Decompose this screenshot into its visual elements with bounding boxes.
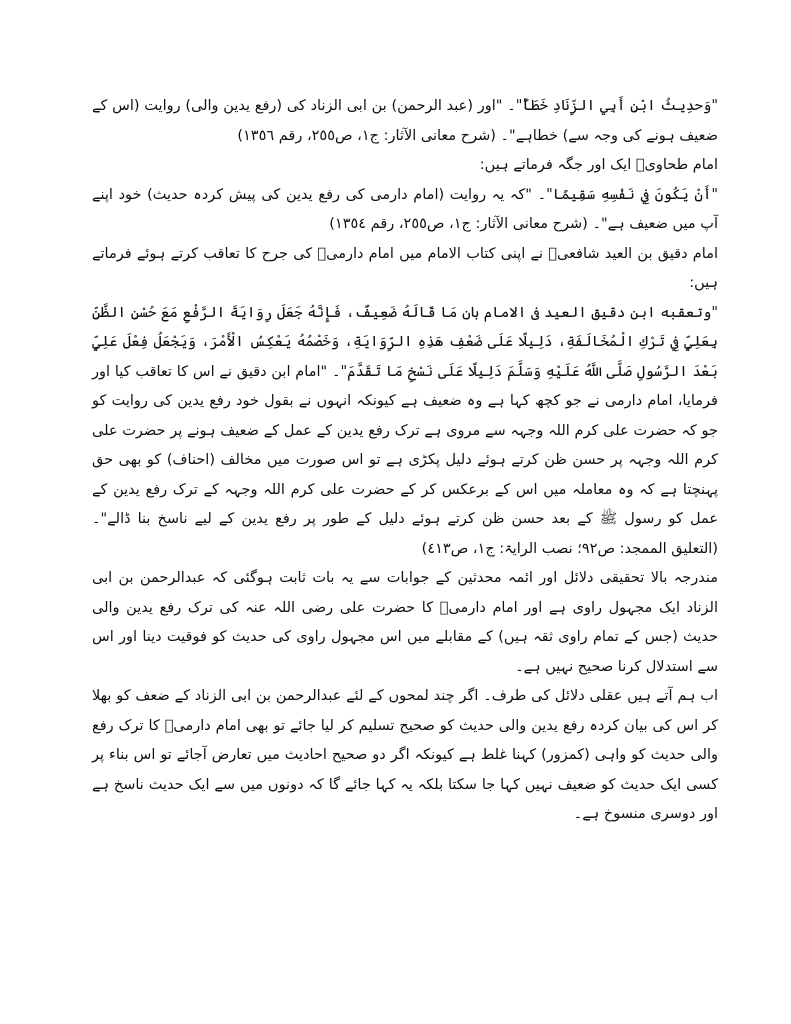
paragraph-5: [92, 299, 718, 565]
paragraph-1: [92, 92, 718, 151]
paragraph-text: "کہ یہ روایت (امام دارمی کی رفع یدین کی پیش کردہ حدیث) خود اپنے آپ میں ضعیف ہے"۔ (شرح معانی الآثار: ج١، ص٢٥٥، رقم ١٣٥٤): [92, 186, 718, 232]
paragraph-text: "امام ابن دقیق نے اس کا تعاقب کیا اور فرمایا، امام دارمی نے جو کچھ کہا ہے وہ ضعیف ہے کیونکہ انہوں نے بقول خود رفع یدین کی روایت کو جو کہ حضرت علی کرم اللہ وجہہ سے مروی ہے ترک رفع یدین کے عمل کے ضعیف ہونے پر حضرت علی کرم اللہ وجہہ پر حسن ظن کرتے ہوئے دلیل پکڑی ہے تو اس صورت میں مخالف (احناف) کو بھی حق پہنچتا ہے کہ وہ معاملہ میں اس کے برعکس کر کے حضرت علی کرم اللہ وجہہ کے ترک رفع یدین کے عمل کو رسول ﷺ کے بعد حسن ظن کرتے ہوئے دلیل کے طور پر رفع یدین کے لیے ناسخ بنا ڈالے"۔ (التعلیق الممجد: ص٩٢؛ نصب الرایۃ: ج١، ص٤١٣): [92, 363, 718, 557]
paragraph-2: [92, 151, 718, 181]
paragraph-text: امام طحاویؒ ایک اور جگہ فرماتے ہیں:: [479, 157, 718, 173]
paragraph-3: [92, 181, 718, 240]
paragraph-text: "اور (عبد الرحمن) بن ابی الزناد کی (رفع یدین والی) روایت (اس کے ضعیف ہونے کی وجہ سے) خطاہے"۔ (شرح معانی الآثار: ج١، ص٢٥٥، رقم ١٣٥٦): [92, 98, 718, 144]
paragraph-text: مندرجہ بالا تحقیقی دلائل اور ائمہ محدثین کے جوابات سے یہ بات ثابت ہوگئی کہ عبدالرحمن بن ابی الزناد ایک مجہول راوی ہے اور امام دارمیؒ کا حضرت علی رضی اللہ عنہ کی ترک رفع یدین والی حدیث (جس کے تمام راوی ثقہ ہیں) کے مقابلے میں اس مجہول راوی کی حدیث کو فوقیت دینا اور اس سے استدلال کرنا صحیح نہیں ہے۔: [92, 570, 718, 675]
arabic-quote: "وتعقبه ابن دقيق العيد فی الامام بان مَا قَالَهُ ضَعِيفٌ، فَإِنَّهُ جَعَلَ رِوَايَةَ الرَّفْعِ مَعَ حُسْنِ الظَّنِّ بِعَلِيٍّ فِي تَرْكِ الْمُخَالَفَةِ، دَلِيلًا عَلَى ضَعْفِ هَذِهِ الرِّوَايَةِ، وَخَصْمُهُ يَعْكِسُ الْأَمْرَ، وَيَجْعَلُ فِعْلَ عَلِيٍّ بَعْدَ الرَّسُولِ صَلَّى اللَّهُ عَلَيْهِ وَسَلَّمَ دَلِيلًا عَلَى نَسْخِ مَا تَقَدَّمَ"۔: [92, 304, 719, 380]
arabic-quote: "أَنْ يَكُونَ فِي نَفْسِهِ سَقِيمًا"۔: [537, 186, 719, 203]
paragraph-text: اب ہم آتے ہیں عقلی دلائل کی طرف۔ اگر چند لمحوں کے لئے عبدالرحمن بن ابی الزناد کے ضعف کو بھلا کر اس کی بیان کردہ رفع یدین والی حدیث کو صحیح تسلیم کر لیا جائے تو بھی امام دارمیؒ کا ترک رفع والی حدیث کو واہی (کمزور) کہنا غلط ہے کیونکہ اگر دو صحیح احادیث میں تعارض آجائے تو اس بناء پر کسی ایک حدیث کو ضعیف نہیں کہا جا سکتا بلکہ یہ کہا جائے گا کہ دونوں میں سے ایک حدیث ناسخ ہے اور دوسری منسوخ ہے۔: [92, 688, 718, 822]
document-page: [92, 92, 718, 830]
paragraph-text: امام دقیق بن العید شافعیؒ نے اپنی کتاب الامام میں امام دارمیؒ کی جرح کا تعاقب کرتے ہوئے فرماتے ہیں:: [92, 245, 718, 291]
paragraph-4: [92, 240, 718, 299]
arabic-quote: "وَحدِيثُ ابْنِ أَبِي الزِّنَادِ خَطَأٌ"۔: [507, 98, 719, 114]
paragraph-6: [92, 564, 718, 682]
paragraph-7: [92, 682, 718, 830]
